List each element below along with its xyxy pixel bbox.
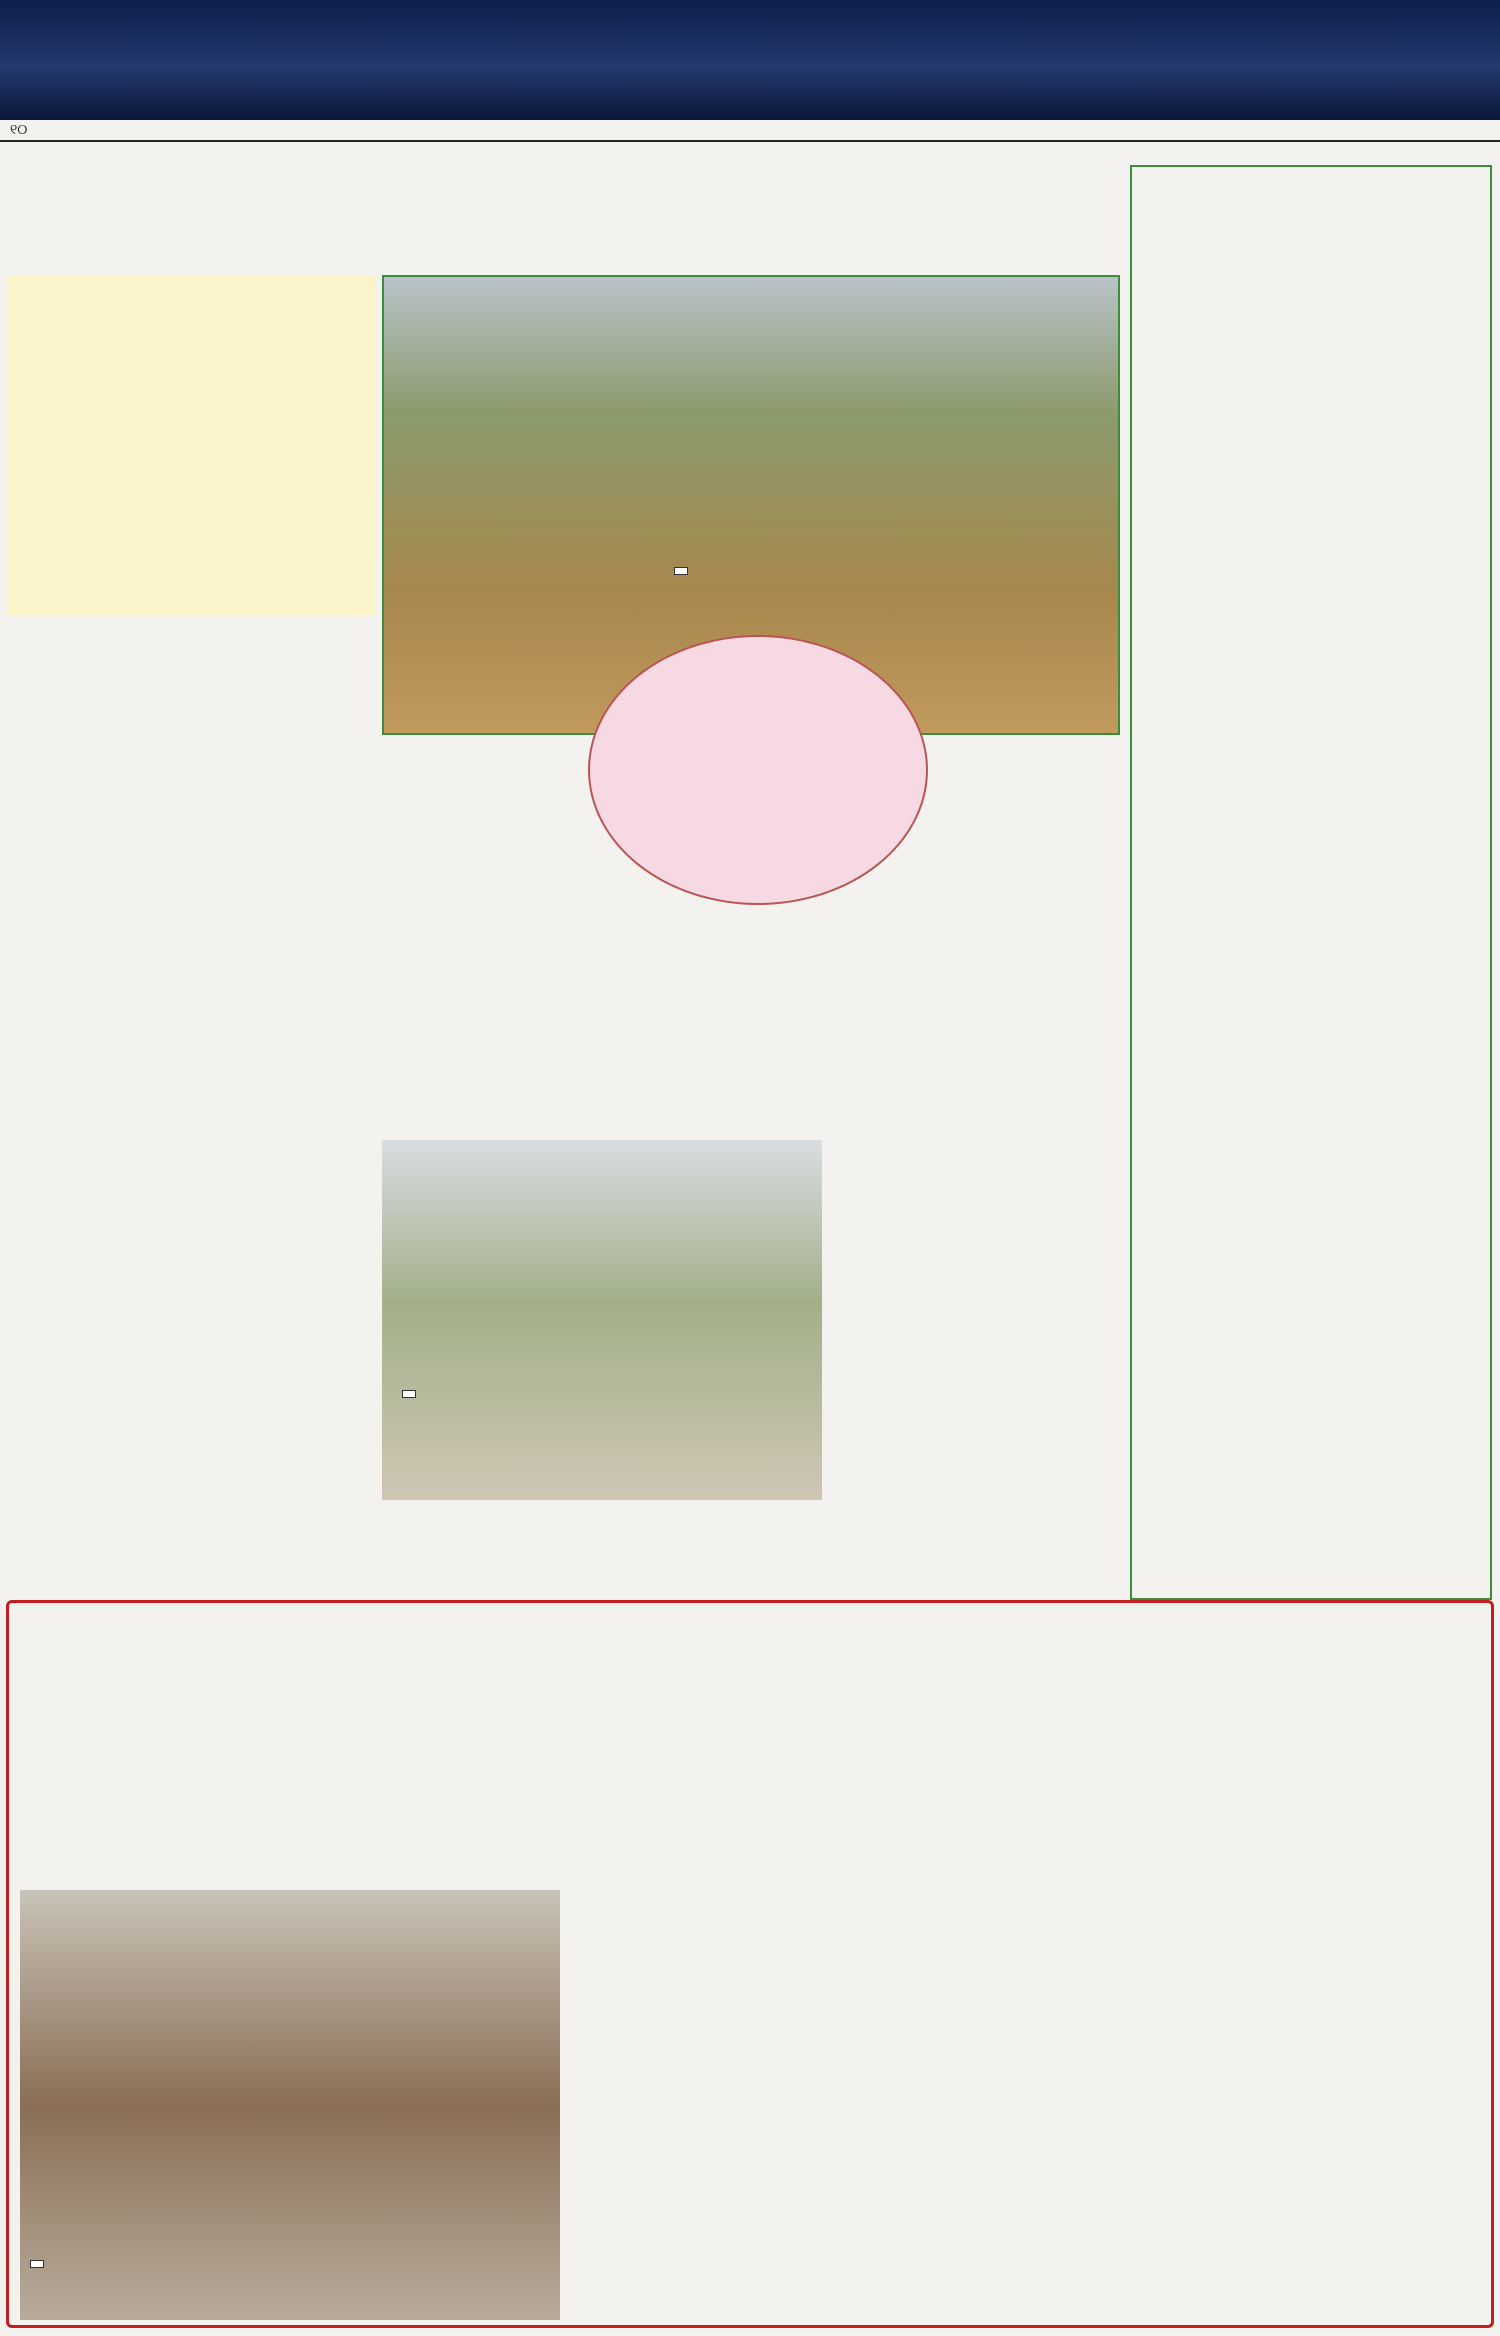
story3-photo: [382, 1140, 822, 1500]
story5-photo-caption: [30, 2260, 44, 2268]
story5-headline: [20, 1608, 1480, 1698]
story4-headline: [8, 1055, 376, 1175]
story1-body: [8, 620, 1118, 1040]
story4-body: [8, 1185, 376, 1580]
dateline: [0, 120, 1500, 142]
story5-photo: [20, 1890, 560, 2320]
story3-headline: [382, 1055, 1120, 1135]
story1-photo-caption: [674, 567, 688, 575]
story2-body: [1140, 320, 1485, 1580]
page-number: ୧୦: [10, 122, 28, 138]
story3-photo-caption: [402, 1390, 416, 1398]
story2-headline: [1140, 175, 1485, 315]
story3-body: [382, 1500, 1120, 1585]
story1-summary: [8, 275, 376, 615]
story1-headline: [8, 150, 1118, 245]
masthead: [0, 0, 1500, 120]
